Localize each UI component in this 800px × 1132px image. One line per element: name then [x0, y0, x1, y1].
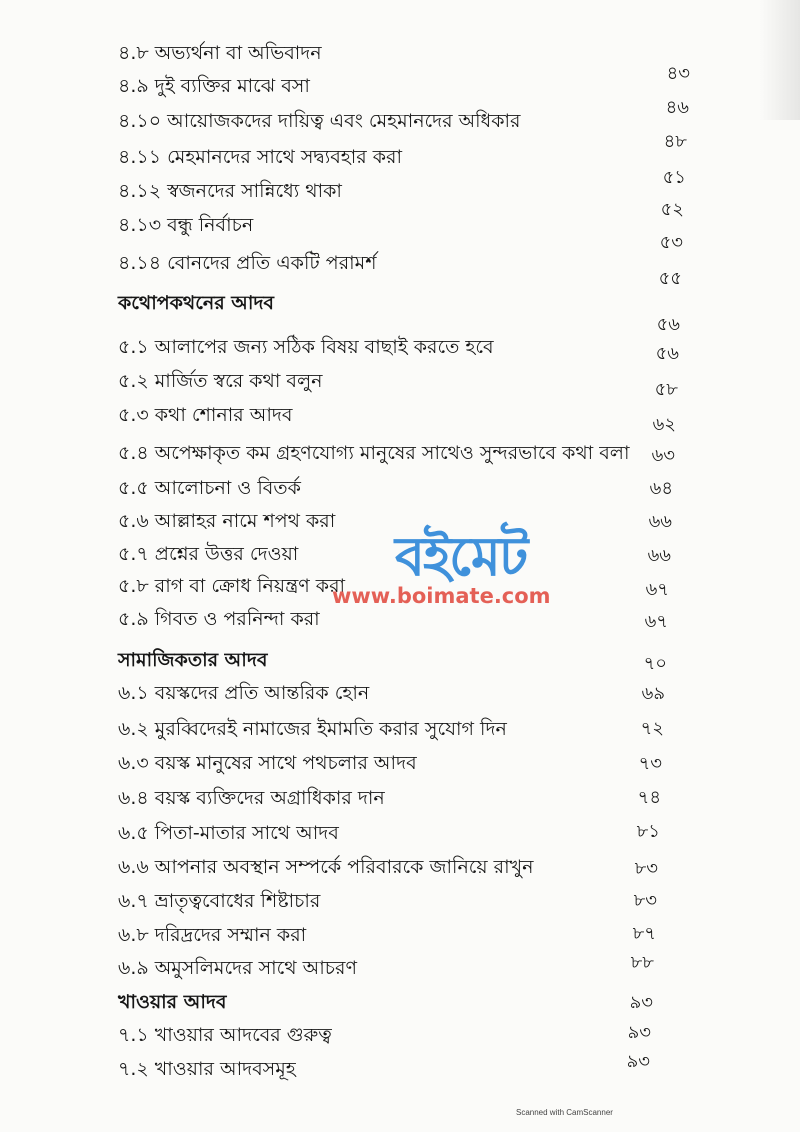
toc-entry: ৫.৩ কথা শোনার আদব: [118, 404, 293, 426]
toc-entry: ৬.৩ বয়স্ক মানুষের সাথে পথচলার আদব: [118, 752, 417, 774]
toc-entry: ৪.১৩ বন্ধু নির্বাচন: [118, 214, 254, 236]
page-number: ৪৬: [665, 97, 689, 118]
page-number: ৫১: [662, 167, 686, 188]
page-number: ৮৭: [632, 923, 656, 944]
toc-entry: ৫.৯ গিবত ও পরনিন্দা করা: [118, 608, 320, 630]
chapter-heading: খাওয়ার আদব: [118, 991, 227, 1013]
toc-entry: ৬.৮ দরিদ্রদের সম্মান করা: [118, 924, 307, 946]
scanner-footer: Scanned with CamScanner: [516, 1108, 613, 1117]
toc-entry: ৪.১২ স্বজনদের সান্নিধ্যে থাকা: [118, 180, 342, 202]
watermark-logo: বইমেট: [395, 525, 527, 588]
page-number: ৫৬: [656, 314, 680, 335]
page-number: ৫৫: [658, 268, 682, 289]
page-number: ৯৩: [626, 1051, 650, 1072]
toc-entry: ৬.৬ আপনার অবস্থান সম্পর্কে পরিবারকে জানিয়ে রাখুন: [118, 856, 534, 878]
page-number: ৫৩: [659, 232, 683, 253]
page-number: ৮৩: [634, 858, 658, 879]
toc-entry: ৪.১১ মেহমানদের সাথে সদ্ব্যবহার করা: [118, 146, 403, 168]
toc-entry: ৪.১৪ বোনদের প্রতি একটি পরামর্শ: [118, 252, 377, 274]
page-number: ৬৭: [644, 611, 668, 632]
page-number: ৬৪: [649, 478, 673, 499]
toc-entry: ৪.৮ অভ্যর্থনা বা অভিবাদন: [118, 42, 322, 64]
page-number: ৬৬: [648, 511, 672, 532]
toc-entry: ৫.৬ আল্লাহর নামে শপথ করা: [118, 510, 336, 532]
toc-entry: ৫.২ মার্জিত স্বরে কথা বলুন: [118, 370, 323, 392]
page-number: ৭২: [640, 718, 664, 739]
toc-entry: ৫.৭ প্রশ্নের উত্তর দেওয়া: [118, 543, 299, 565]
page-number: ৪৩: [666, 63, 690, 84]
page-number: ৫৬: [655, 343, 679, 364]
page-number: ৯৩: [627, 1022, 651, 1043]
page-number: ৯৩: [629, 992, 653, 1013]
toc-entry: ৬.১ বয়স্কদের প্রতি আন্তরিক হোন: [118, 682, 370, 704]
toc-entry: ৭.১ খাওয়ার আদবের গুরুত্ব: [118, 1024, 332, 1046]
page-number: ৮৮: [630, 952, 654, 973]
page-number: ৫২: [660, 199, 684, 220]
page-number: ৮১: [636, 821, 660, 842]
toc-entry: ৪.১০ আয়োজকদের দায়িত্ব এবং মেহমানদের অধিকার: [118, 110, 521, 132]
page-number: ৬৩: [651, 445, 675, 466]
page-number: ৮৩: [633, 890, 657, 911]
page-number: ৬২: [652, 414, 676, 435]
page-number: ৬৭: [645, 579, 669, 600]
page-number: ৭০: [643, 653, 667, 674]
watermark-url: www.boimate.com: [332, 584, 551, 608]
page-number: ৪৮: [663, 131, 687, 152]
toc-entry: ৪.৯ দুই ব্যক্তির মাঝে বসা: [118, 75, 310, 97]
toc-entry: ৬.৫ পিতা-মাতার সাথে আদব: [118, 822, 339, 844]
toc-entry: ৬.৯ অমুসলিমদের সাথে আচরণ: [118, 957, 357, 979]
toc-entry: ৫.১ আলাপের জন্য সঠিক বিষয় বাছাই করতে হবে: [118, 336, 494, 358]
page-number: ৬৯: [641, 683, 665, 704]
page-edge-shadow: [760, 0, 800, 120]
toc-entry: ৫.৪ অপেক্ষাকৃত কম গ্রহণযোগ্য মানুষের সাথেও সুন্দরভাবে কথা বলা: [118, 442, 630, 464]
page-number: ৬৬: [647, 545, 671, 566]
toc-entry: ৬.৭ ভ্রাতৃত্ববোধের শিষ্টাচার: [118, 890, 321, 912]
page-number: ৫৮: [654, 379, 678, 400]
toc-entry: ৭.২ খাওয়ার আদবসমূহ: [118, 1058, 296, 1080]
toc-entry: ৬.৪ বয়স্ক ব্যক্তিদের অগ্রাধিকার দান: [118, 787, 385, 809]
chapter-heading: কথোপকথনের আদব: [118, 292, 274, 314]
chapter-heading: সামাজিকতার আদব: [118, 649, 268, 671]
page-number: ৭৪: [637, 787, 661, 808]
page-number: ৭৩: [638, 753, 662, 774]
toc-entry: ৫.৫ আলোচনা ও বিতর্ক: [118, 477, 301, 499]
toc-entry: ৫.৮ রাগ বা ক্রোধ নিয়ন্ত্রণ করা: [118, 575, 346, 597]
toc-entry: ৬.২ মুরব্বিদেরই নামাজের ইমামতি করার সুযোগ দিন: [118, 718, 507, 740]
